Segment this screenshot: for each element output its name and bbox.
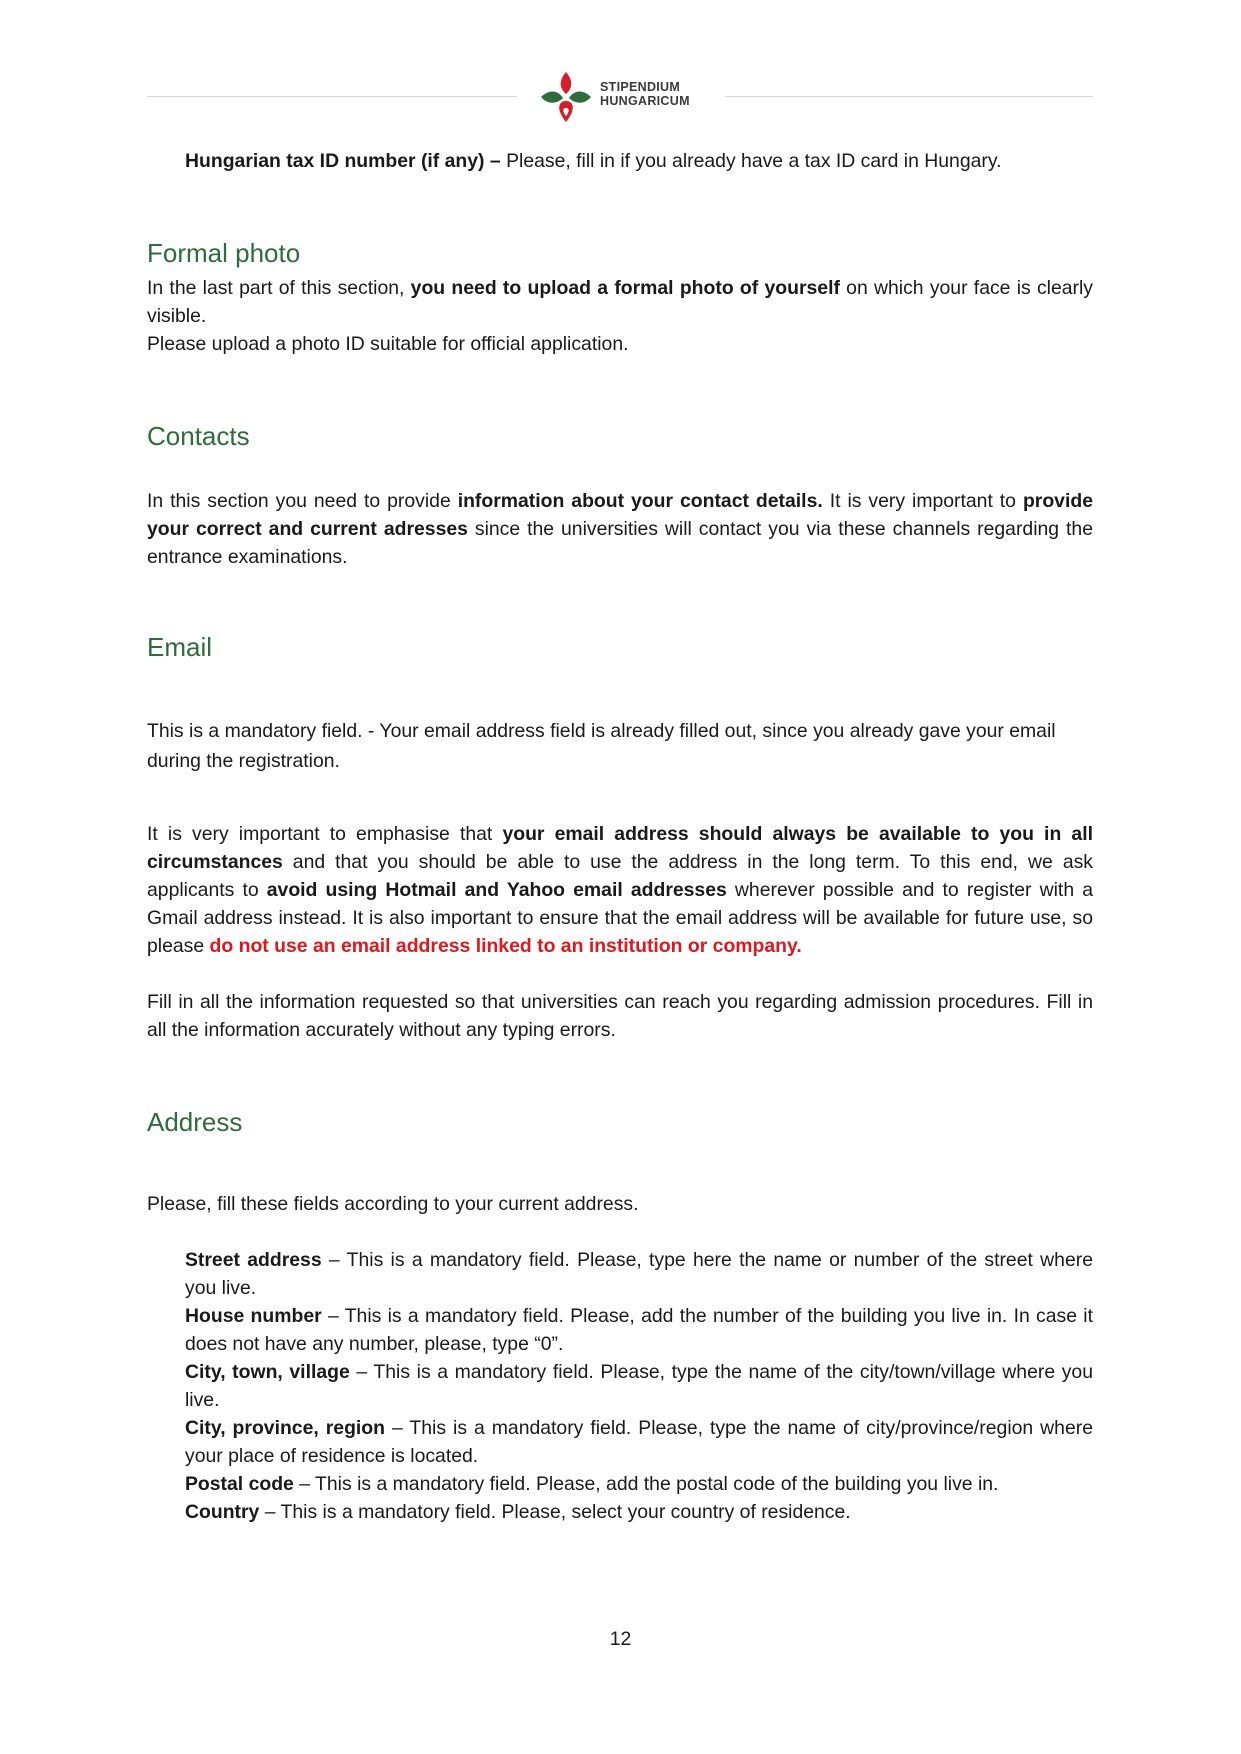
logo-wordmark	[600, 80, 690, 108]
bold-run: information about your contact details.	[457, 490, 823, 512]
text-run: It is very important to emphasise that	[147, 823, 503, 845]
email-paragraph-2	[147, 820, 1093, 960]
stipendium-hungaricum-logo	[538, 68, 708, 128]
field-description: – This is a mandatory field. Please, select your country of residence.	[259, 1501, 851, 1523]
address-field-country	[185, 1498, 1093, 1526]
field-description: – This is a mandatory field. Please, type the name of city/province/region where your place of residence is located.	[185, 1417, 1093, 1467]
header-rule-left	[147, 96, 517, 97]
logo-line-2: HUNGARICUM	[600, 94, 690, 108]
email-paragraph-1: This is a mandatory field. - Your email address field is already filled out, since you already gave your email during the registration.	[147, 720, 1056, 772]
address-field-street	[185, 1246, 1093, 1302]
field-description: – This is a mandatory field. Please, type the name of the city/town/village where you live.	[185, 1361, 1093, 1411]
bold-run: avoid using Hotmail and Yahoo email addresses	[266, 879, 727, 901]
header-rule-right	[725, 96, 1093, 97]
tax-id-text: Please, fill in if you already have a tax ID card in Hungary.	[500, 150, 1002, 172]
contacts-heading: Contacts	[147, 421, 250, 451]
page-number: 12	[609, 1628, 632, 1650]
field-label: Country	[185, 1501, 260, 1523]
bold-run: you need to upload a formal photo of yourself	[410, 277, 840, 299]
stipendium-hungaricum-logo-icon	[538, 70, 594, 126]
address-field-city	[185, 1358, 1093, 1414]
field-label: Street address	[185, 1249, 322, 1271]
bold-run: provide your correct and current adresses	[147, 490, 1093, 540]
email-paragraph-3: Fill in all the information requested so that universities can reach you regarding admission procedures. Fill in all the information accurately without any typing errors.	[147, 991, 1093, 1041]
address-field-region	[185, 1414, 1093, 1470]
text-run: In this section you need to provide	[147, 490, 458, 512]
text-run: wherever possible and to register with a Gmail address instead. It is also important to ensure that the email address will be available for future use, so please	[147, 879, 1094, 957]
text-run: since the universities will contact you via these channels regarding the entrance examinations.	[147, 518, 1093, 568]
address-field-postal-code	[185, 1470, 1093, 1498]
bold-run: your email address should always be available to you in all circumstances	[147, 823, 1093, 873]
field-description: – This is a mandatory field. Please, add the number of the building you live in. In case it does not have any number, please, type “0”.	[185, 1305, 1093, 1355]
email-heading: Email	[147, 632, 213, 662]
text-run: It is very important to	[822, 490, 1023, 512]
text-run: and that you should be able to use the address in the long term. To this end, we ask applicants to	[147, 851, 1093, 901]
field-label: Postal code	[185, 1473, 294, 1495]
contacts-paragraph	[147, 487, 1093, 571]
tax-id-label: Hungarian tax ID number (if any) –	[185, 150, 501, 172]
tax-id-paragraph	[185, 147, 1093, 175]
field-label: City, town, village	[185, 1361, 350, 1383]
formal-photo-paragraph-1	[147, 274, 1093, 330]
warning-run: do not use an email address linked to an institution or company.	[209, 935, 802, 957]
formal-photo-paragraph-2: Please upload a photo ID suitable for official application.	[147, 333, 629, 355]
field-description: – This is a mandatory field. Please, add the postal code of the building you live in.	[293, 1473, 999, 1495]
formal-photo-heading: Formal photo	[147, 238, 301, 268]
field-label: House number	[185, 1305, 322, 1327]
address-heading: Address	[147, 1107, 243, 1137]
text-run: on which your face is clearly visible.	[147, 277, 1094, 327]
text-run: In the last part of this section,	[147, 277, 411, 299]
address-intro: Please, fill these fields according to your current address.	[147, 1193, 639, 1215]
logo-line-1: STIPENDIUM	[600, 80, 681, 94]
address-field-house-number	[185, 1302, 1093, 1358]
field-description: – This is a mandatory field. Please, type here the name or number of the street where you live.	[185, 1249, 1093, 1299]
field-label: City, province, region	[185, 1417, 385, 1439]
